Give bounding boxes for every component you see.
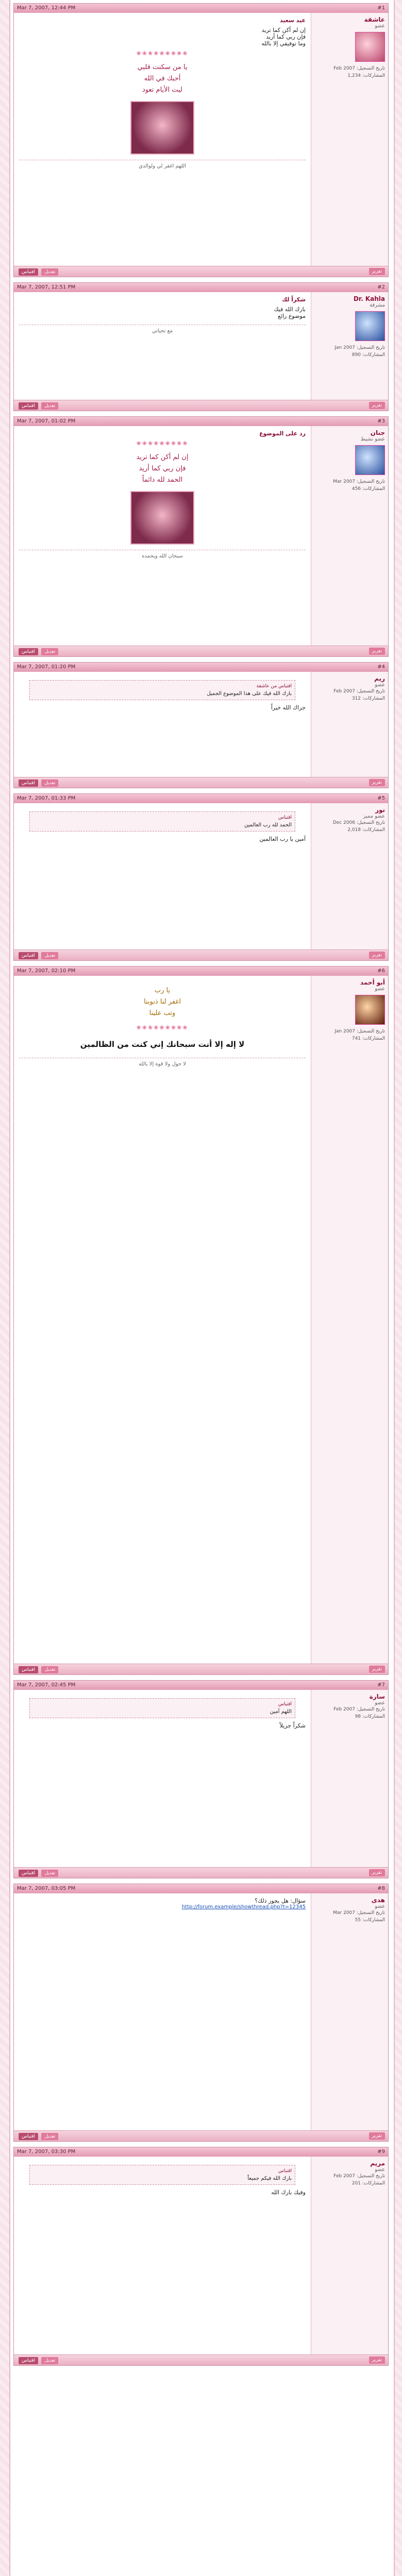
post-4: [13, 662, 389, 788]
join-date: تاريخ التسجيل: Feb 2007: [333, 689, 385, 694]
edit-button[interactable]: تعديل: [41, 952, 58, 959]
signature: سبحان الله وبحمده: [19, 550, 306, 559]
user-box: [311, 426, 388, 646]
user-box: [311, 292, 388, 400]
post-line: موضوع رائع: [278, 313, 306, 319]
post-footer: [14, 950, 388, 960]
quote-block: [29, 1698, 295, 1718]
post-header: [14, 967, 388, 976]
post-title: شكراً لك: [281, 296, 306, 303]
report-button[interactable]: تقرير: [369, 779, 386, 786]
post-content: [14, 426, 311, 646]
post-spacer: [19, 559, 306, 641]
quote-block: [29, 811, 295, 832]
poem-line: يا من سكنت قلبي: [137, 63, 188, 71]
post-date: Mar 7, 2007, 01:02 PM: [17, 418, 76, 424]
post-1: [13, 3, 389, 277]
quote-header: اقتباس: [278, 1702, 292, 1707]
post-spacer: [19, 169, 306, 262]
post-date: Mar 7, 2007, 12:51 PM: [17, 284, 76, 290]
large-text: لا إله إلا أنت سبحانك إني كنت من الظالمين: [80, 1040, 245, 1049]
post-count: المشاركات: 201: [351, 2181, 385, 2186]
avatar: [355, 311, 385, 341]
post-footer: [14, 1664, 388, 1674]
user-title: عضو: [375, 986, 385, 992]
post-spacer: [19, 1729, 306, 1863]
thread-link[interactable]: http://forum.example/showthread.php?t=12345: [181, 1904, 306, 1910]
username[interactable]: سارة: [369, 1693, 385, 1700]
user-title: عضو: [375, 2167, 385, 2173]
post-footer: [14, 777, 388, 788]
post-content: [14, 1690, 311, 1867]
quote-text: بارك الله فيكم جميعاً: [247, 2176, 292, 2181]
signature: اللهم اغفر لي ولوالدي: [19, 160, 306, 169]
post-text: شكراً جزيلاً: [279, 1722, 306, 1729]
post-line: إن لم أكن كما تريد: [261, 27, 306, 33]
post-text: وفيك بارك الله: [271, 2189, 306, 2196]
quote-block: [29, 2165, 295, 2185]
quote-button[interactable]: اقتباس: [19, 779, 38, 787]
poem: [19, 985, 306, 1019]
report-button[interactable]: تقرير: [369, 648, 386, 655]
report-button[interactable]: تقرير: [369, 2357, 386, 2364]
user-box: [311, 1690, 388, 1867]
user-box: [311, 672, 388, 777]
username[interactable]: أبو أحمد: [360, 979, 385, 986]
poem-line: أحبك في الله: [144, 75, 181, 82]
quote-header: اقتباس من عاشقة: [256, 684, 292, 689]
post-count: المشاركات: 890: [351, 352, 385, 358]
poem-line: فإن ربي كما أريد: [139, 465, 186, 472]
post-2: [13, 282, 389, 411]
user-title: عضو: [375, 1700, 385, 1706]
poem-line: اغفر لنا ذنوبنا: [144, 998, 181, 1006]
post-count: المشاركات: 1,234: [347, 73, 385, 78]
post-title: عيد سعيد: [279, 17, 306, 24]
post-number[interactable]: #6: [377, 968, 385, 974]
edit-button[interactable]: تعديل: [41, 1870, 58, 1877]
quote-button[interactable]: اقتباس: [19, 1666, 38, 1673]
post-count: المشاركات: 55: [355, 1918, 385, 1923]
post-count: المشاركات: 2,018: [347, 827, 385, 833]
post-spacer: [19, 842, 306, 945]
user-box: [311, 2157, 388, 2354]
join-date: تاريخ التسجيل: Jan 2007: [334, 345, 385, 350]
report-button[interactable]: تقرير: [369, 402, 386, 409]
post-3: [13, 416, 389, 657]
post-header: [14, 417, 388, 426]
post-date: Mar 7, 2007, 03:30 PM: [17, 2149, 76, 2155]
report-button[interactable]: تقرير: [369, 2132, 386, 2140]
post-text: سؤال: هل يجوز ذلك؟: [255, 1897, 306, 1904]
post-footer: [14, 1867, 388, 1878]
post-line: بارك الله فيك: [274, 306, 306, 313]
join-date: تاريخ التسجيل: Dec 2006: [332, 820, 385, 825]
post-number[interactable]: #5: [377, 795, 385, 801]
post-date: Mar 7, 2007, 01:20 PM: [17, 664, 76, 670]
poem-line: الحمد لله دائماً: [142, 476, 183, 484]
post-number[interactable]: #3: [377, 418, 385, 424]
post-date: Mar 7, 2007, 01:33 PM: [17, 795, 76, 801]
post-content: [14, 292, 311, 400]
user-title: عضو: [375, 1904, 385, 1909]
post-line: وما توفيقي إلا بالله: [261, 40, 306, 47]
avatar: [355, 995, 385, 1025]
flower-image: [130, 101, 194, 155]
join-date: تاريخ التسجيل: Feb 2007: [333, 66, 385, 71]
post-spacer: [19, 1910, 306, 2126]
post-date: Mar 7, 2007, 02:45 PM: [17, 1682, 76, 1688]
edit-button[interactable]: تعديل: [41, 268, 58, 276]
divider: ❀❀❀❀❀❀❀❀❀: [136, 50, 189, 57]
post-9: [13, 2147, 389, 2366]
quote-button[interactable]: اقتباس: [19, 2133, 38, 2140]
post-header: [14, 794, 388, 803]
report-button[interactable]: تقرير: [369, 1666, 386, 1673]
poem-line: ليت الأيام تعود: [142, 86, 182, 94]
avatar: [355, 445, 385, 475]
divider: ❀❀❀❀❀❀❀❀❀: [136, 1024, 189, 1031]
user-box: [311, 1893, 388, 2130]
user-box: [311, 976, 388, 1664]
poem-line: يا رب: [154, 987, 171, 994]
join-date: تاريخ التسجيل: Mar 2007: [333, 479, 385, 484]
post-content: [14, 2157, 311, 2354]
user-title: مشرفة: [370, 302, 385, 308]
user-box: [311, 13, 388, 266]
user-title: عضو: [375, 682, 385, 688]
post-footer: [14, 646, 388, 656]
quote-button[interactable]: اقتباس: [19, 268, 38, 276]
post-footer: [14, 400, 388, 411]
post-number[interactable]: #8: [377, 1886, 385, 1891]
quote-button[interactable]: اقتباس: [19, 952, 38, 959]
post-number[interactable]: #2: [377, 284, 385, 290]
quote-text: اللهم آمين: [270, 1709, 292, 1715]
report-button[interactable]: تقرير: [369, 1869, 386, 1876]
post-number[interactable]: #7: [377, 1682, 385, 1688]
join-date: تاريخ التسجيل: Jan 2007: [334, 1029, 385, 1034]
user-box: [311, 803, 388, 950]
quote-header: اقتباس: [278, 2168, 292, 2174]
username[interactable]: Dr. Kahla: [353, 295, 385, 302]
post-footer: [14, 2130, 388, 2141]
post-header: [14, 2147, 388, 2157]
post-date: Mar 7, 2007, 03:05 PM: [17, 1886, 76, 1891]
post-spacer: [19, 1067, 306, 1659]
username[interactable]: ريم: [374, 675, 385, 682]
flower-image: [130, 491, 194, 545]
post-date: Mar 7, 2007, 02:10 PM: [17, 968, 76, 974]
post-content: [14, 803, 311, 950]
post-header: [14, 4, 388, 13]
poem: [19, 452, 306, 486]
quote-block: [29, 680, 295, 700]
post-spacer: [19, 334, 306, 396]
post-7: [13, 1680, 389, 1878]
post-content: [14, 976, 311, 1664]
poem: [19, 62, 306, 96]
post-text: آمين يا رب العالمين: [259, 836, 306, 842]
report-button[interactable]: تقرير: [369, 268, 386, 275]
post-content: [14, 1893, 311, 2130]
user-title: عضو: [375, 23, 385, 29]
post-header: [14, 283, 388, 292]
post-6: [13, 966, 389, 1675]
post-spacer: [19, 711, 306, 773]
post-header: [14, 1681, 388, 1690]
post-footer: [14, 2354, 388, 2365]
post-text: جزاك الله خيراً: [271, 704, 306, 711]
report-button[interactable]: تقرير: [369, 952, 386, 959]
post-content: [14, 672, 311, 777]
signature: لا حول ولا قوة إلا بالله: [19, 1058, 306, 1067]
quote-text: بارك الله فيك على هذا الموضوع الجميل: [207, 691, 292, 697]
username[interactable]: جنان: [370, 429, 385, 436]
post-header: [14, 663, 388, 672]
join-date: تاريخ التسجيل: Feb 2007: [333, 1707, 385, 1712]
post-count: المشاركات: 312: [351, 696, 385, 701]
join-date: تاريخ التسجيل: Feb 2007: [333, 2174, 385, 2179]
username[interactable]: عاشقة: [364, 16, 385, 23]
edit-button[interactable]: تعديل: [41, 648, 58, 655]
avatar: [355, 32, 385, 62]
quote-button[interactable]: اقتباس: [19, 648, 38, 655]
post-number[interactable]: #9: [377, 2149, 385, 2155]
post-date: Mar 7, 2007, 12:44 PM: [17, 5, 76, 11]
divider: ❀❀❀❀❀❀❀❀❀: [136, 440, 189, 447]
post-number[interactable]: #1: [377, 5, 385, 11]
post-title: رد على الموضوع: [259, 430, 306, 437]
join-date: تاريخ التسجيل: Mar 2007: [333, 1910, 385, 1916]
post-count: المشاركات: 98: [355, 1714, 385, 1719]
post-count: المشاركات: 741: [351, 1036, 385, 1041]
post-header: [14, 1884, 388, 1893]
post-number[interactable]: #4: [377, 664, 385, 670]
user-title: عضو مميز: [363, 814, 385, 819]
edit-button[interactable]: تعديل: [41, 402, 58, 410]
poem-line: إن لم أكن كما تريد: [136, 453, 189, 461]
edit-button[interactable]: تعديل: [41, 2133, 58, 2140]
post-footer: [14, 266, 388, 277]
user-title: عضو نشيط: [360, 436, 385, 442]
quote-text: الحمد لله رب العالمين: [244, 822, 292, 828]
signature: مع تحياتي: [19, 325, 306, 334]
edit-button[interactable]: تعديل: [41, 1666, 58, 1673]
post-count: المشاركات: 456: [351, 486, 385, 492]
post-line: فإن ربي كما أريد: [266, 33, 306, 40]
quote-header: اقتباس: [278, 815, 292, 820]
username[interactable]: هدى: [371, 1896, 385, 1904]
quote-button[interactable]: اقتباس: [19, 402, 38, 410]
post-5: [13, 793, 389, 961]
post-spacer: [19, 2196, 306, 2350]
username[interactable]: نور: [375, 806, 385, 814]
post-8: [13, 1884, 389, 2142]
quote-button[interactable]: اقتباس: [19, 2357, 38, 2364]
username[interactable]: مريم: [370, 2160, 385, 2167]
post-content: [14, 13, 311, 266]
quote-button[interactable]: اقتباس: [19, 1870, 38, 1877]
poem-line: وتب علينا: [149, 1009, 176, 1017]
edit-button[interactable]: تعديل: [41, 2357, 58, 2364]
edit-button[interactable]: تعديل: [41, 779, 58, 787]
